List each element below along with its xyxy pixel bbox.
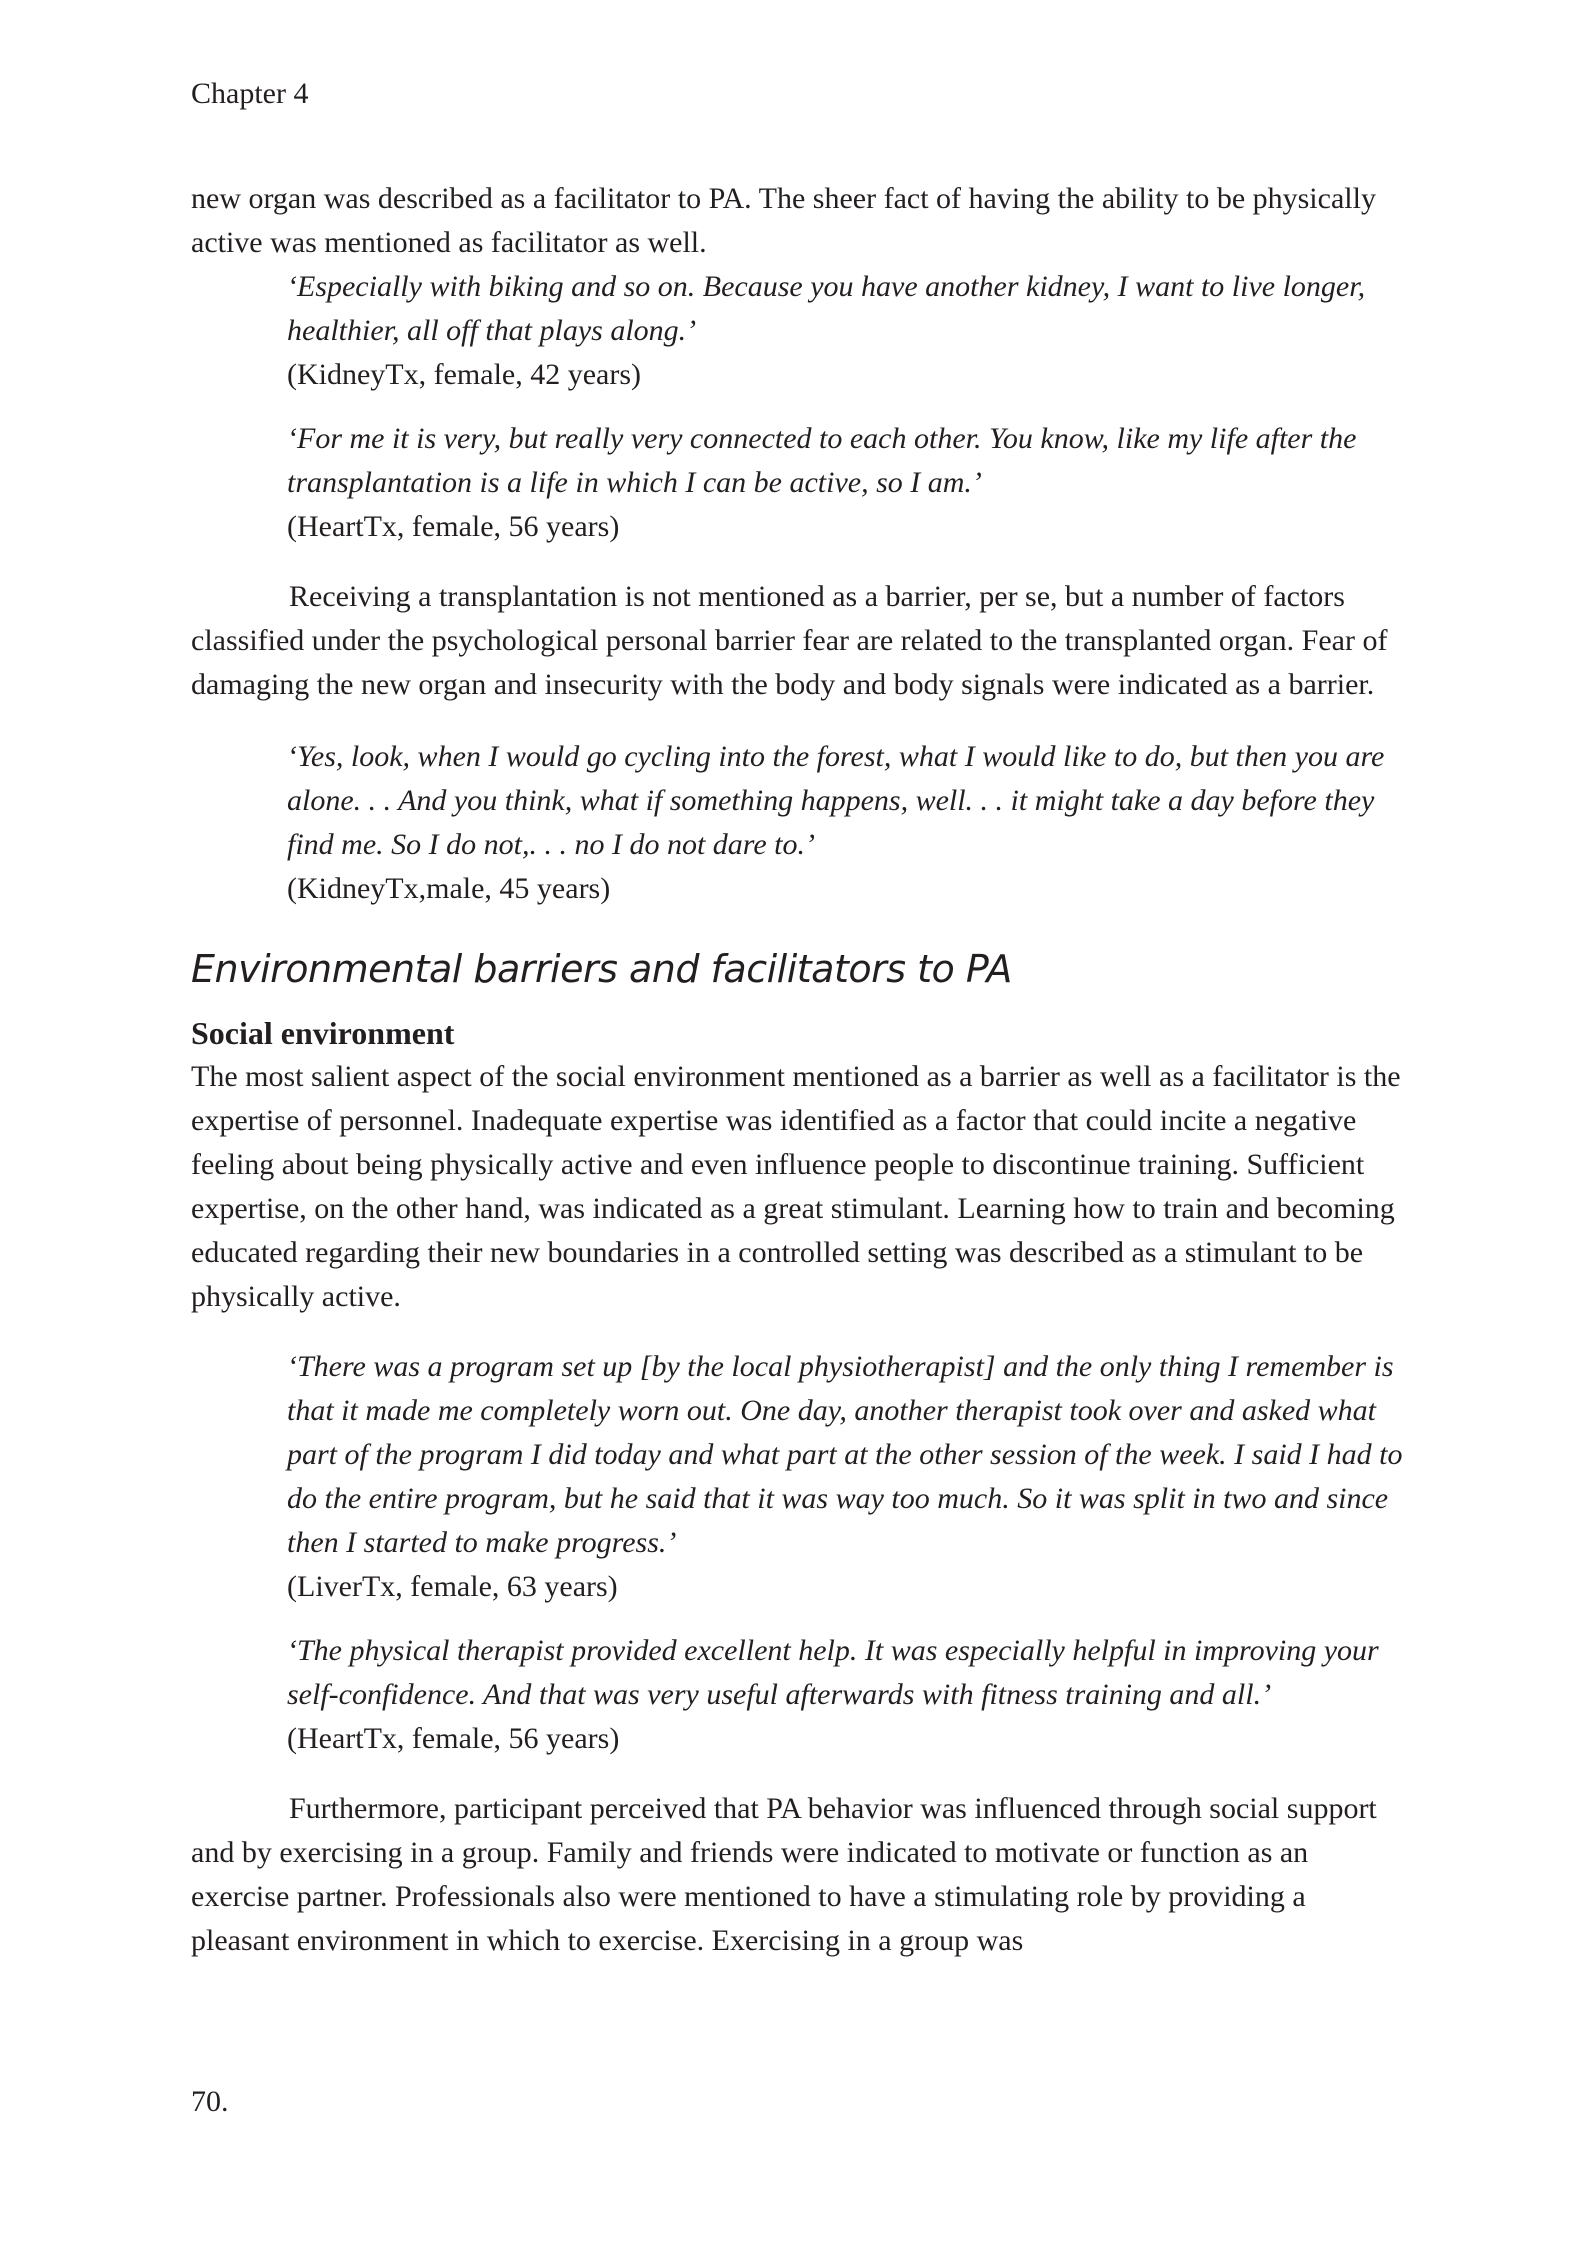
quote-text: ‘Especially with biking and so on. Because you have another kidney, I want to live longer, healthier, all off that plays along.’ <box>287 270 1366 347</box>
running-header: Chapter 4 <box>191 77 309 110</box>
block-quote <box>287 735 1406 911</box>
page-number: 70. <box>191 2085 229 2118</box>
quote-text: ‘For me it is very, but really very connected to each other. You know, like my life after the transplantation is a life in which I can be active, so I am.’ <box>287 422 1357 499</box>
quote-citation: (HeartTx, female, 56 years) <box>287 510 620 543</box>
paragraph: Receiving a transplantation is not mentioned as a barrier, per se, but a number of factors classified under the psychological personal barrier fear are related to the transplanted organ. Fear of damaging the new organ and insecurity with the body and body signals were indicated as a barrier. <box>191 580 1388 701</box>
quote-text: ‘The physical therapist provided excellent help. It was especially helpful in improving your self-confidence. And that was very useful afterwards with fitness training and all.’ <box>287 1634 1379 1711</box>
paragraph: new organ was described as a facilitator to PA. The sheer fact of having the ability to be physically active was mentioned as facilitator as well. <box>191 182 1376 259</box>
paragraph: Furthermore, participant perceived that PA behavior was influenced through social support and by exercising in a group. Family and friends were indicated to motivate or function as an exercise partner. Professionals also were mentioned to have a stimulating role by providing a pleasant environment in which to exercise. Exercising in a group was <box>191 1792 1377 1957</box>
page-body <box>191 177 1406 1963</box>
paragraph: The most salient aspect of the social environment mentioned as a barrier as well as a facilitator is the expertise of personnel. Inadequate expertise was identified as a factor that could incite a negative feeling about being physically active and even influence people to discontinue training. Sufficient expertise, on the other hand, was indicated as a great stimulant. Learning how to train and becoming educated regarding their new boundaries in a controlled setting was described as a stimulant to be physically active. <box>191 1060 1401 1313</box>
quote-citation: (KidneyTx,male, 45 years) <box>287 872 611 905</box>
quote-citation: (KidneyTx, female, 42 years) <box>287 358 642 391</box>
quote-text: ‘There was a program set up [by the local physiotherapist] and the only thing I remember is that it made me completely worn out. One day, another therapist took over and asked what part of the program I did today and what part at the other session of the week. I said I had to do the entire program, but he said that it was way too much. So it was split in two and since then I started to make progress.’ <box>287 1350 1403 1559</box>
quote-citation: (LiverTx, female, 63 years) <box>287 1570 618 1603</box>
subsection-heading: Social environment <box>191 1015 455 1051</box>
section-heading: Environmental barriers and facilitators to PA <box>191 947 1012 991</box>
block-quote <box>287 1629 1406 1761</box>
quote-text: ‘Yes, look, when I would go cycling into the forest, what I would like to do, but then you are alone. . . And you think, what if something happens, well. . . it might take a day before they find me. So I do not,. . . no I do not dare to.’ <box>287 740 1385 861</box>
quote-citation: (HeartTx, female, 56 years) <box>287 1722 620 1755</box>
block-quote <box>287 417 1406 549</box>
block-quote <box>287 265 1406 397</box>
block-quote <box>287 1345 1406 1609</box>
